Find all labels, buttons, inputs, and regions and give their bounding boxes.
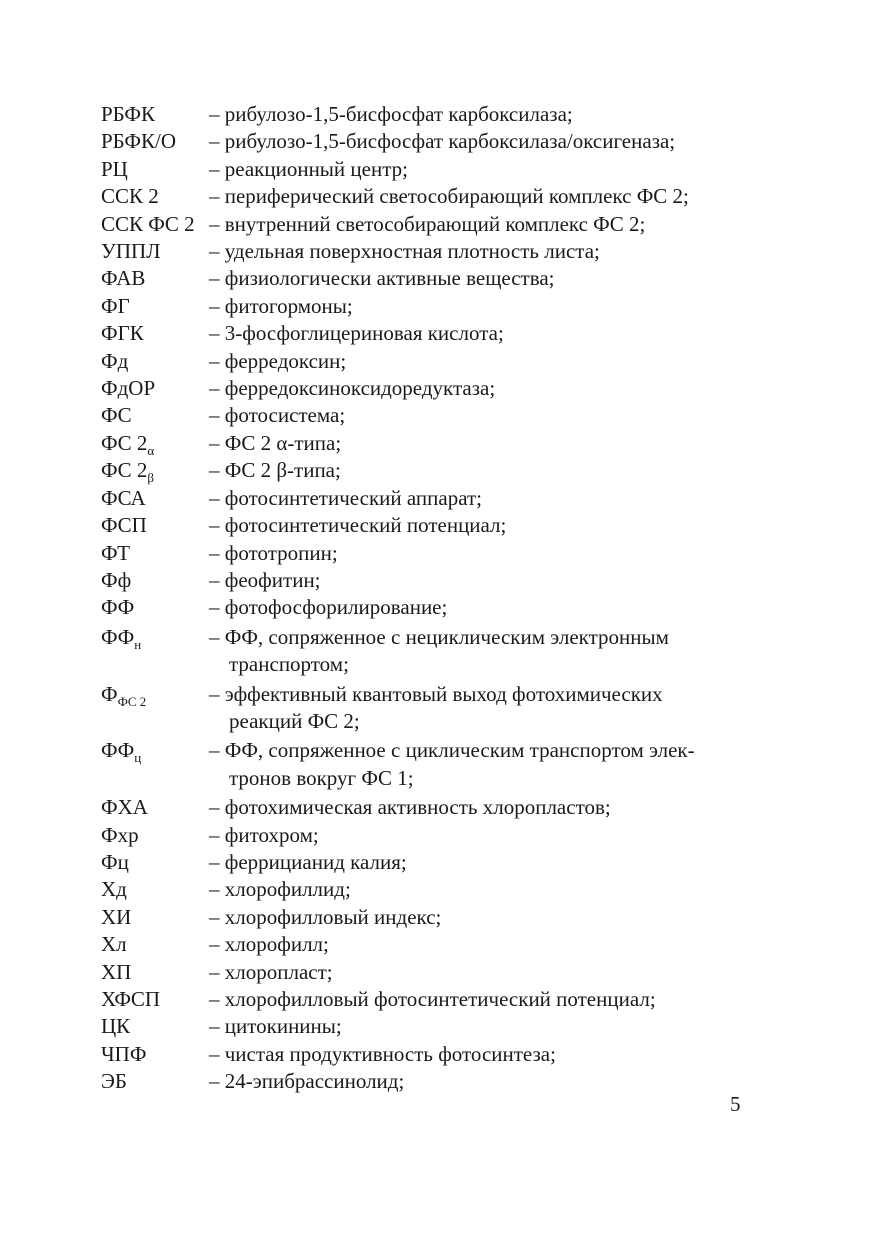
abbreviation-term: УППЛ [101,239,161,264]
abbreviation-base: ФФ [101,738,135,763]
abbreviation-term: ФАВ [101,266,146,291]
abbreviation-entry [101,1013,741,1040]
abbreviation-entry [101,1068,741,1095]
abbreviation-term: ФСП [101,513,147,538]
abbreviation-entry [101,904,741,931]
abbreviation-entry [101,876,741,903]
abbreviation-definition [209,681,741,736]
abbreviation-term: ФТ [101,540,130,565]
abbreviation-entry [101,402,741,429]
abbreviation-definition: – ферредоксин; [209,348,347,373]
abbreviation-term [101,457,209,484]
abbreviation-entry [101,737,741,792]
abbreviation-base: ФФ [101,624,135,649]
abbreviation-base: ФС 2 [101,430,148,455]
abbreviation-definition: – рибулозо-1,5-бисфосфат карбоксилаза/оксигеназа; [209,129,676,154]
abbreviation-list [101,101,741,1096]
abbreviation-definition: – внутренний светособирающий комплекс ФС 2; [209,211,646,236]
abbreviation-base: Ф [101,681,118,706]
abbreviation-entry [101,183,741,210]
abbreviation-definition: – ФС 2 α-типа; [209,430,342,455]
abbreviation-definition: – хлорофилловый фотосинтетический потенциал; [209,987,656,1011]
abbreviation-entry [101,822,741,849]
abbreviation-term [101,737,209,792]
abbreviation-definition: – хлорофиллид; [209,877,351,902]
abbreviation-term: ХИ [101,904,132,929]
abbreviation-definition: – ферредоксиноксидоредуктаза; [209,376,496,401]
abbreviation-term: ФФ [101,595,135,620]
abbreviation-term: ХП [101,959,132,984]
abbreviation-definition: – хлорофилловый индекс; [209,904,442,929]
abbreviation-subscript: н [134,636,142,652]
abbreviation-entry [101,211,741,238]
abbreviation-entry [101,594,741,621]
abbreviation-definition: – хлоропласт; [209,959,333,984]
abbreviation-entry [101,931,741,958]
abbreviation-entry [101,265,741,292]
abbreviation-definition: – фотохимическая активность хлоропластов; [209,795,611,820]
abbreviation-definition: – фитохром; [209,822,319,847]
abbreviation-definition: – феофитин; [209,567,321,592]
abbreviation-term: ССК 2 [101,184,159,209]
abbreviation-entry [101,512,741,539]
abbreviation-entry [101,986,741,1013]
abbreviation-definition: – периферический светособирающий комплекс ФС 2; [209,184,689,209]
abbreviation-entry [101,430,741,457]
abbreviation-definition: – 3-фосфоглицериновая кислота; [209,321,504,346]
abbreviation-term: ЦК [101,1014,131,1039]
abbreviation-subscript: α [147,442,155,458]
abbreviation-term: ССК ФС 2 [101,211,195,236]
abbreviation-term [101,430,209,457]
abbreviation-entry [101,1041,741,1068]
abbreviation-term: ЧПФ [101,1041,147,1066]
abbreviation-definition: – 24-эпибрассинолид; [209,1069,405,1094]
abbreviation-definition: – ФС 2 β-типа; [209,458,341,483]
abbreviation-subscript: β [147,470,154,486]
abbreviation-definition: – феррицианид калия; [209,849,407,874]
abbreviation-term: ФХА [101,795,148,820]
abbreviation-entry [101,567,741,594]
abbreviation-definition: – фотосинтетический аппарат; [209,485,482,510]
abbreviation-entry [101,849,741,876]
abbreviation-definition: – реакционный центр; [209,156,408,181]
abbreviation-term: ФСА [101,485,146,510]
definition-line: – ФФ, сопряженное с нециклическим электронным [209,624,669,649]
definition-continuation: тронов вокруг ФС 1; [229,765,414,790]
abbreviation-term: Хд [101,877,127,902]
abbreviation-term: Хл [101,932,127,957]
abbreviation-definition: – физиологически активные вещества; [209,266,555,291]
abbreviation-entry [101,156,741,183]
abbreviation-term: РБФК [101,102,156,126]
abbreviation-entry [101,624,741,679]
abbreviation-term: РЦ [101,156,128,181]
abbreviation-term: Фхр [101,822,139,847]
abbreviation-definition: – удельная поверхностная плотность листа; [209,239,600,264]
abbreviation-entry [101,540,741,567]
definition-continuation: реакций ФС 2; [229,708,360,733]
abbreviation-definition [209,624,741,679]
abbreviation-entry [101,238,741,265]
definition-line: – эффективный квантовый выход фотохимических [209,681,663,706]
abbreviation-definition: – цитокинины; [209,1014,342,1039]
abbreviation-definition: – рибулозо-1,5-бисфосфат карбоксилаза; [209,102,573,126]
abbreviation-entry [101,101,741,128]
definition-continuation: транспортом; [229,652,349,677]
page-number: 5 [730,1092,741,1116]
abbreviation-entry [101,959,741,986]
abbreviation-entry [101,485,741,512]
abbreviation-entry [101,320,741,347]
abbreviation-term: Фд [101,348,129,373]
abbreviation-term: ФГ [101,293,130,318]
abbreviation-subscript: ФС 2 [117,693,147,709]
abbreviation-entry [101,128,741,155]
abbreviation-entry [101,681,741,736]
abbreviation-term: РБФК/О [101,129,177,154]
abbreviation-term: Фф [101,567,132,592]
abbreviation-definition: – фотосинтетический потенциал; [209,513,507,538]
abbreviation-definition: – фотофосфорилирование; [209,595,448,620]
abbreviation-entry [101,794,741,821]
abbreviation-term: ХФСП [101,987,161,1011]
abbreviation-term: ФГК [101,321,144,346]
abbreviation-entry [101,375,741,402]
abbreviation-definition: – фитогормоны; [209,293,353,318]
abbreviation-base: ФС 2 [101,458,148,483]
abbreviation-definition [209,737,741,792]
abbreviation-subscript: ц [134,750,142,766]
abbreviation-definition: – чистая продуктивность фотосинтеза; [209,1041,556,1066]
abbreviation-entry [101,457,741,484]
abbreviation-term: ЭБ [101,1069,127,1094]
abbreviation-definition: – хлорофилл; [209,932,329,957]
abbreviation-definition: – фототропин; [209,540,338,565]
definition-line: – ФФ, сопряженное с циклическим транспортом элек- [209,738,695,763]
abbreviation-definition: – фотосистема; [209,403,346,428]
abbreviation-term [101,624,209,679]
abbreviation-entry [101,348,741,375]
abbreviation-entry [101,293,741,320]
abbreviation-term [101,681,209,736]
abbreviation-term: ФС [101,403,132,428]
abbreviation-term: Фц [101,849,129,874]
abbreviation-term: ФдОР [101,376,156,401]
